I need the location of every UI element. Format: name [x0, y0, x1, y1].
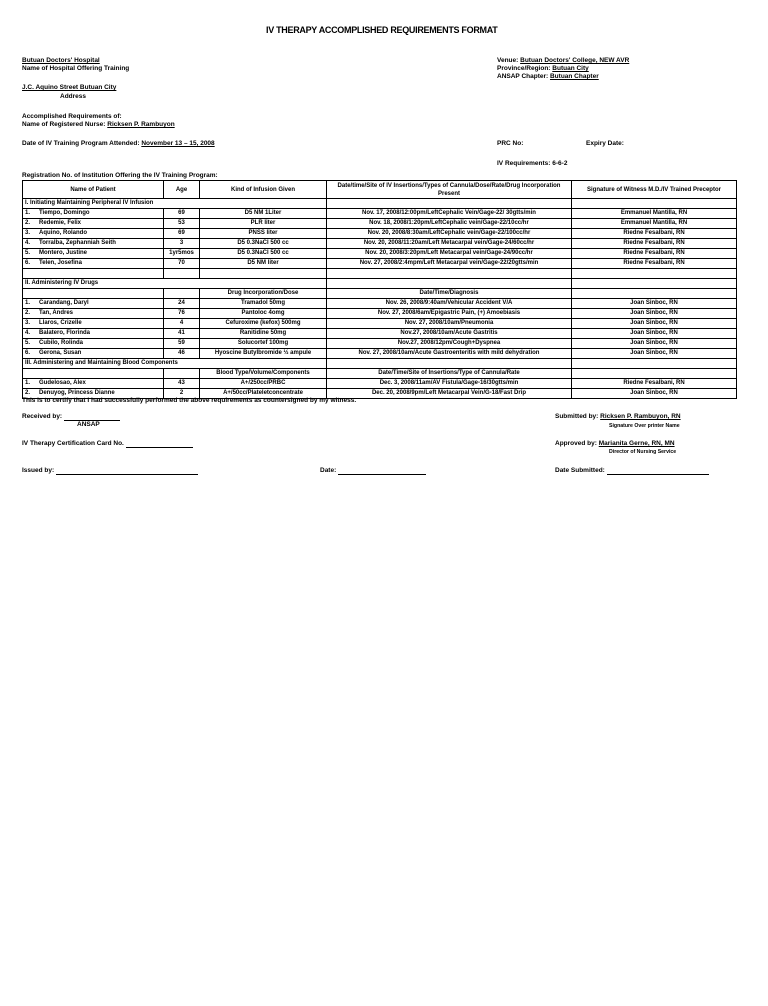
witness-signature: Joan Sinboc, RN	[572, 309, 737, 319]
prc-label: PRC No:	[497, 140, 524, 147]
table-row	[23, 219, 737, 229]
subheader-details: Date/Time/Site of Insertions/Type of Cannula/Rate	[327, 369, 572, 379]
drug-details: Nov. 27, 2008/6am/Epigastric Pain, (+) Amoebiasis	[327, 309, 572, 319]
infusion-details: Nov. 20, 2008/8:30am/LeftCephalic vein/Gage-22/100cc/hr	[327, 229, 572, 239]
nurse-name-value: Ricksen P. Rambuyon	[107, 121, 175, 128]
row-number: 4.	[25, 240, 31, 246]
table-row	[23, 329, 737, 339]
infusion-details: Nov. 20, 2008/11:20am/Left Metacarpal vein/Gage-24/60cc/hr	[327, 239, 572, 249]
infusion-details: Nov. 17, 2008/12:00pm/LeftCephalic Vein/Gage-22/ 30gtts/min	[327, 209, 572, 219]
venue-line	[497, 57, 629, 65]
witness-signature: Joan Sinboc, RN	[572, 299, 737, 309]
table-row	[23, 349, 737, 359]
drug-dose: Cefuroxime (kefox) 500mg	[200, 319, 327, 329]
row-number: 6.	[25, 260, 31, 266]
card-number-line[interactable]	[126, 441, 193, 448]
approved-caption: Director of Nursing Service	[609, 449, 677, 455]
date-submitted-line	[555, 467, 709, 475]
drug-dose: Ranitidine 50mg	[200, 329, 327, 339]
chapter-label: ANSAP Chapter:	[497, 73, 549, 80]
table-row	[23, 249, 737, 259]
row-number: 6.	[25, 350, 31, 356]
infusion-kind: D5 NM liter	[200, 259, 327, 269]
drug-dose: Pantoloc 4omg	[200, 309, 327, 319]
card-label: IV Therapy Certification Card No.	[22, 440, 124, 447]
row-number: 5.	[25, 250, 31, 256]
row-number: 2.	[25, 390, 31, 396]
hospital-name: Butuan Doctors' Hospital	[22, 57, 100, 64]
received-signature-line[interactable]	[64, 414, 120, 421]
card-line	[22, 440, 193, 448]
witness-signature: Joan Sinboc, RN	[572, 389, 737, 399]
header-name: Name of Patient	[23, 181, 164, 199]
patient-age: 41	[164, 329, 200, 339]
table-row	[23, 299, 737, 309]
table-header-row	[23, 181, 737, 199]
training-date-label: Date of IV Training Program Attended:	[22, 140, 140, 147]
section-title: I. Initiating Maintaining Peripheral IV Infusion	[23, 199, 327, 209]
patient-age: 43	[164, 379, 200, 389]
province-value: Butuan City	[552, 65, 589, 72]
date-line	[320, 467, 426, 475]
issued-signature-line[interactable]	[56, 468, 198, 475]
infusion-kind: D5 0.3NaCl 500 cc	[200, 249, 327, 259]
patient-name: Gerona, Susan	[39, 350, 82, 356]
date-label: Date:	[320, 467, 337, 474]
table-row	[23, 339, 737, 349]
venue-label: Venue:	[497, 57, 519, 64]
row-number: 2.	[25, 310, 31, 316]
patient-age: 59	[164, 339, 200, 349]
patient-name: Llaros, Crizelle	[39, 320, 82, 326]
table-row	[23, 239, 737, 249]
infusion-kind: PLR liter	[200, 219, 327, 229]
drug-dose: Hyoscine Butylbromide ½ ampule	[200, 349, 327, 359]
drug-details: Nov.27, 2008/10am/Acute Gastritis	[327, 329, 572, 339]
patient-age: 46	[164, 349, 200, 359]
patient-name: Redemie, Felix	[39, 220, 82, 226]
section-title: II. Administering IV Drugs	[23, 279, 327, 289]
issued-label: Issued by:	[22, 467, 55, 474]
drug-details: Nov. 27, 2008/10am/Acute Gastroenteritis with mild dehydration	[327, 349, 572, 359]
infusion-details: Nov. 27, 2008/2:4mpm/Left Metacarpal vein/Gage-22/20gtts/min	[327, 259, 572, 269]
chapter-value: Butuan Chapter	[549, 73, 599, 80]
subheader-kind: Blood Type/Volume/Components	[200, 369, 327, 379]
witness-signature: Riedne Fesalbani, RN	[572, 379, 737, 389]
patient-name: Aquino, Rolando	[39, 230, 87, 236]
header-age: Age	[164, 181, 200, 199]
certify-statement: This is to certify that I had successfully performed the above requirements as countersigned by my witness.	[22, 397, 357, 404]
received-label: Received by:	[22, 413, 63, 420]
accomplished-label: Accomplished Requirements of:	[22, 113, 122, 120]
date-field-line[interactable]	[338, 468, 426, 475]
row-number: 4.	[25, 330, 31, 336]
drug-details: Nov.27, 2008/12pm/Cough+Dyspnea	[327, 339, 572, 349]
witness-signature: Riedne Fesalbani, RN	[572, 249, 737, 259]
patient-age: 69	[164, 229, 200, 239]
witness-signature: Riedne Fesalbani, RN	[572, 239, 737, 249]
patient-name: Torralba, Zephanniah Seith	[39, 240, 116, 246]
nurse-line	[22, 121, 175, 129]
approved-line	[555, 440, 675, 448]
patient-age: 53	[164, 219, 200, 229]
hospital-address: J.C. Aquino Street Butuan City	[22, 84, 117, 91]
table-row	[23, 319, 737, 329]
row-number: 3.	[25, 230, 31, 236]
witness-signature: Joan Sinboc, RN	[572, 319, 737, 329]
venue-value: Butuan Doctors' College, NEW AVR	[520, 57, 630, 64]
hospital-name-caption: Name of Hospital Offering Training	[22, 65, 130, 72]
drug-details: Nov. 27, 2008/10am/Pneumonia	[327, 319, 572, 329]
submitted-label: Submitted by:	[555, 413, 599, 420]
registration-label: Registration No. of Institution Offering the IV Training Program:	[22, 172, 218, 179]
patient-age: 3	[164, 239, 200, 249]
witness-signature: Riedne Fesalbani, RN	[572, 229, 737, 239]
hospital-address-caption: Address	[60, 93, 87, 100]
drug-dose: Tramadol 50mg	[200, 299, 327, 309]
patient-name: Cubilo, Rolinda	[39, 340, 83, 346]
transfusion-details: Dec. 20, 2008/9pm/Left Metacarpal Vein/G-18/Fast Drip	[327, 389, 572, 399]
witness-signature: Emmanuel Mantilla, RN	[572, 219, 737, 229]
blood-component: A+/250cc/PRBC	[200, 379, 327, 389]
infusion-kind: PNSS liter	[200, 229, 327, 239]
infusion-details: Nov. 20, 2008/3:20pm/Left Metacarpal vein/Gage-24/90cc/hr	[327, 249, 572, 259]
training-date-value: November 13 – 15, 2008	[141, 140, 215, 147]
iv-requirements: IV Requirements: 6-6-2	[497, 160, 568, 167]
patient-age: 24	[164, 299, 200, 309]
approved-label: Approved by:	[555, 440, 597, 447]
requirements-table	[22, 180, 737, 399]
received-line	[22, 413, 120, 421]
chapter-line	[497, 73, 599, 81]
date-submitted-field-line[interactable]	[607, 468, 709, 475]
patient-name: Tan, Andres	[39, 310, 74, 316]
blood-component: A+/50cc/Plateletconcentrate	[200, 389, 327, 399]
subheader-details: Date/Time/Diagnosis	[327, 289, 572, 299]
page-title: IV THERAPY ACCOMPLISHED REQUIREMENTS FORMAT	[266, 25, 498, 35]
expiry-label: Expiry Date:	[586, 140, 624, 147]
patient-age: 2	[164, 389, 200, 399]
approved-value: Marianita Gerne, RN, MN	[598, 440, 675, 447]
header-signature: Signature of Witness M.D./IV Trained Preceptor	[572, 181, 737, 199]
drug-dose: Solucortef 100mg	[200, 339, 327, 349]
patient-name: Balatero, Florinda	[39, 330, 91, 336]
infusion-kind: D5 0.3NaCl 500 cc	[200, 239, 327, 249]
witness-signature: Riedne Fesalbani, RN	[572, 259, 737, 269]
table-row	[23, 309, 737, 319]
witness-signature: Joan Sinboc, RN	[572, 339, 737, 349]
section-title: III. Administering and Maintaining Blood Components	[23, 359, 327, 369]
transfusion-details: Dec. 3, 2008/11am/AV Fistula/Gage-16/30gtts/min	[327, 379, 572, 389]
row-number: 2.	[25, 220, 31, 226]
header-kind: Kind of Infusion Given	[200, 181, 327, 199]
patient-name: Carandang, Daryl	[39, 300, 89, 306]
patient-name: Tiempo, Domingo	[39, 210, 90, 216]
row-number: 1.	[25, 380, 31, 386]
received-caption: ANSAP	[77, 421, 100, 428]
issued-line	[22, 467, 198, 475]
patient-age: 1yr5mos	[164, 249, 200, 259]
province-line	[497, 65, 589, 73]
submitted-caption: Signature Over printer Name	[609, 423, 680, 429]
section-row	[23, 279, 737, 289]
subheader-kind: Drug Incorporation/Dose	[200, 289, 327, 299]
patient-age: 76	[164, 309, 200, 319]
section-subheader-row	[23, 289, 737, 299]
patient-name: Montero, Justine	[39, 250, 88, 256]
witness-signature: Joan Sinboc, RN	[572, 349, 737, 359]
province-label: Province/Region:	[497, 65, 551, 72]
table-row	[23, 229, 737, 239]
section-row	[23, 359, 737, 369]
patient-age: 70	[164, 259, 200, 269]
row-number: 1.	[25, 300, 31, 306]
patient-name: Telen, Josefina	[39, 260, 82, 266]
patient-age: 69	[164, 209, 200, 219]
row-number: 1.	[25, 210, 31, 216]
infusion-kind: D5 NM 1Liter	[200, 209, 327, 219]
nurse-name-label: Name of Registered Nurse:	[22, 121, 106, 128]
patient-name: Gudelosao, Alex	[39, 380, 86, 386]
patient-name: Denuyog, Princess Dianne	[39, 390, 115, 396]
header-details: Date/time/Site of IV Insertions/Types of Cannula/Dose/Rate/Drug Incorporation Present	[327, 181, 572, 199]
section-subheader-row	[23, 369, 737, 379]
witness-signature: Joan Sinboc, RN	[572, 329, 737, 339]
table-row	[23, 379, 737, 389]
patient-age: 4	[164, 319, 200, 329]
submitted-value: Ricksen P. Rambuyon, RN	[600, 413, 681, 420]
witness-signature: Emmanuel Mantilla, RN	[572, 209, 737, 219]
row-number: 3.	[25, 320, 31, 326]
submitted-line	[555, 413, 681, 421]
section-row	[23, 199, 737, 209]
training-date-line	[22, 140, 215, 148]
spacer-row	[23, 269, 737, 279]
table-row	[23, 209, 737, 219]
row-number: 5.	[25, 340, 31, 346]
drug-details: Nov. 26, 2008/9:40am/Vehicular Accident V/A	[327, 299, 572, 309]
date-submitted-label: Date Submitted:	[555, 467, 605, 474]
table-row	[23, 259, 737, 269]
infusion-details: Nov. 18, 2008/1:20pm/LeftCephalic vein/Gage-22/10cc/hr	[327, 219, 572, 229]
